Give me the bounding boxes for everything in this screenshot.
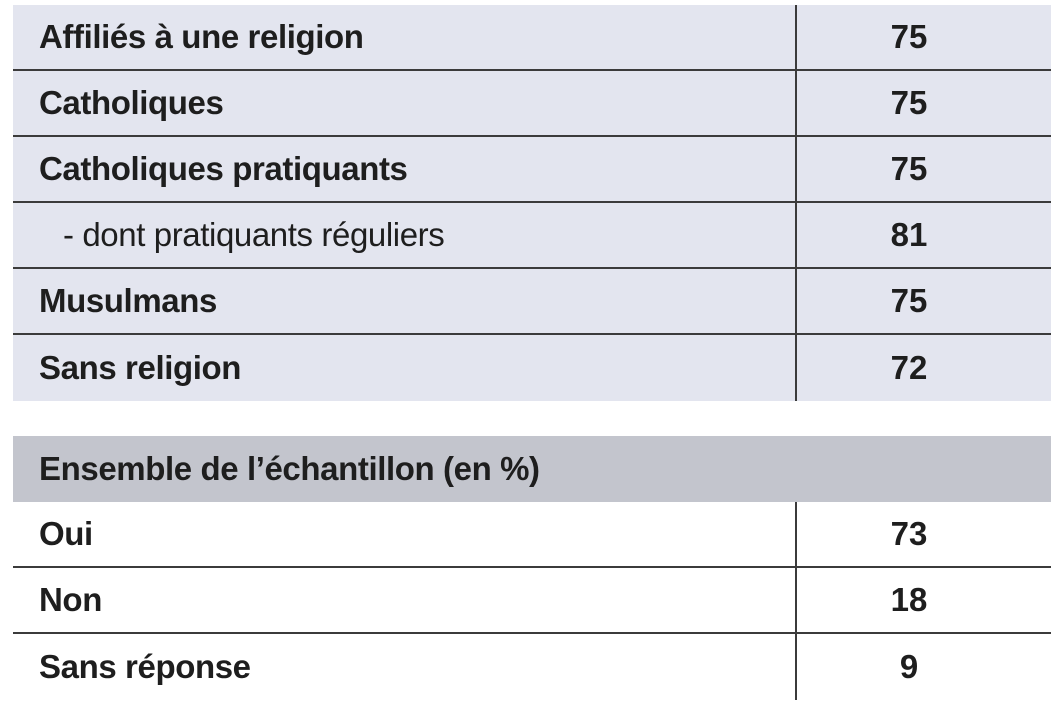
row-label: Catholiques [13,71,797,135]
row-label: Catholiques pratiquants [13,137,797,201]
section-header: Ensemble de l’échantillon (en %) [13,436,1051,502]
row-label: Sans réponse [13,634,797,700]
row-label: Non [13,568,797,632]
row-value: 72 [890,349,928,386]
row-label: Sans religion [13,335,797,401]
row-value: 81 [890,216,928,253]
table-row [13,568,1051,634]
table-row [13,335,1051,401]
row-value: 75 [890,150,928,187]
row-label: Musulmans [13,269,797,333]
row-label: Affiliés à une religion [13,5,797,69]
table-row [13,137,1051,203]
row-value: 9 [899,648,919,685]
table-row [13,502,1051,568]
row-value: 18 [890,581,928,618]
table-row [13,203,1051,269]
table-row [13,634,1051,700]
table-row [13,5,1051,71]
religion-table [13,5,1051,401]
row-value: 75 [890,282,928,319]
row-value: 75 [890,84,928,121]
row-label: - dont pratiquants réguliers [13,203,797,267]
row-value: 75 [890,18,928,55]
table-row [13,71,1051,137]
sample-table [13,436,1051,700]
row-label: Oui [13,502,797,566]
table-row [13,269,1051,335]
row-value: 73 [890,515,928,552]
